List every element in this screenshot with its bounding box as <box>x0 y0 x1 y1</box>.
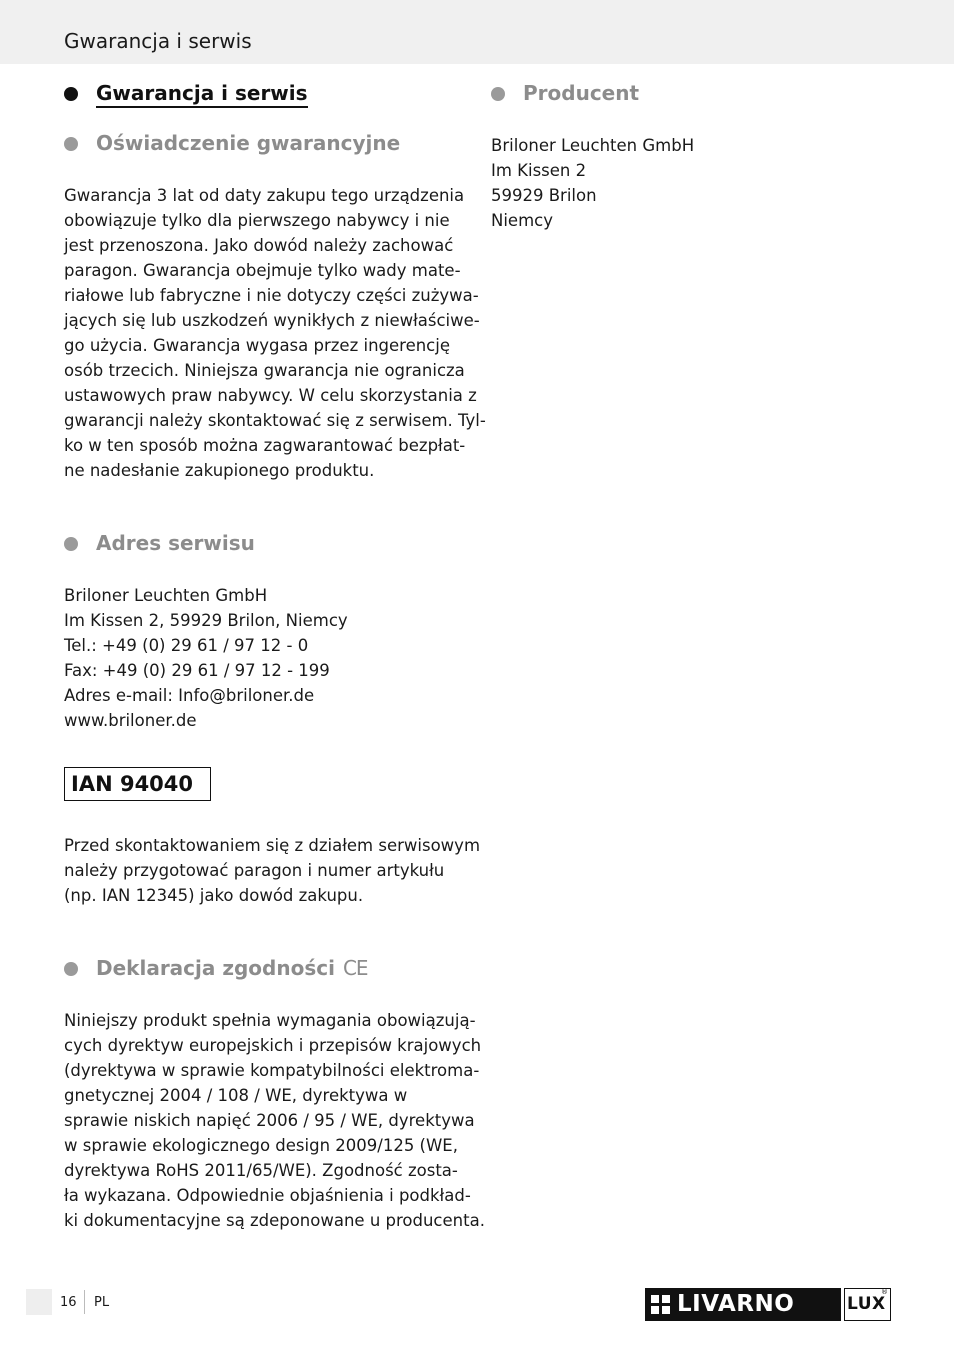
conformity-heading-text: Deklaracja zgodności <box>96 956 335 980</box>
text-line: sprawie niskich napięć 2006 / 95 / WE, dyrektywa <box>64 1111 475 1130</box>
text-line: paragon. Gwarancja obejmuje tylko wady mate- <box>64 261 461 280</box>
text-line: riałowe lub fabryczne i nie dotyczy części zużywa- <box>64 286 479 305</box>
page-marker <box>26 1289 52 1315</box>
registered-mark: ® <box>881 1288 888 1296</box>
conformity-text <box>64 1008 485 1233</box>
conformity-heading-row <box>96 956 368 980</box>
logo-main-block <box>645 1288 841 1321</box>
text-line: Przed skontaktowaniem się z działem serwisowym <box>64 836 481 855</box>
page-header-title: Gwarancja i serwis <box>64 29 252 53</box>
text-line: należy przygotować paragon i numer artykułu <box>64 861 445 880</box>
text-line: Briloner Leuchten GmbH <box>64 586 268 605</box>
text-line: ko w ten sposób można zagwarantować bezpłat- <box>64 436 466 455</box>
text-line: (np. IAN 12345) jako dowód zakupu. <box>64 886 364 905</box>
text-line: jących się lub uszkodzeń wynikłych z niewłaściwe- <box>64 311 480 330</box>
logo-lux-text: LUX <box>847 1294 886 1314</box>
service-heading-text: Adres serwisu <box>96 531 255 555</box>
ce-mark-icon: CE <box>342 956 368 980</box>
text-line: Briloner Leuchten GmbH <box>491 136 695 155</box>
page-number: 16 <box>60 1295 77 1310</box>
service-address <box>64 583 348 733</box>
fax-text: Fax: +49 (0) 29 61 / 97 12 - 199 <box>64 661 330 680</box>
text-line: Niemcy <box>491 211 553 230</box>
bullet-icon <box>64 537 78 551</box>
text-line: osób trzecich. Niniejsza gwarancja nie ogranicza <box>64 361 465 380</box>
text-line: Im Kissen 2 <box>491 161 587 180</box>
text-line: 59929 Brilon <box>491 186 597 205</box>
logo-lux-block <box>844 1288 891 1321</box>
logo-squares-icon <box>651 1295 671 1315</box>
bullet-icon <box>64 87 78 101</box>
text-line: Niniejszy produkt spełnia wymagania obowiązują- <box>64 1011 476 1030</box>
text-line: ustawowych praw nabywcy. W celu skorzystania z <box>64 386 477 405</box>
text-line: ki dokumentacyjne są zdeponowane u producenta. <box>64 1211 485 1230</box>
text-line: Im Kissen 2, 59929 Brilon, Niemcy <box>64 611 348 630</box>
footer-divider <box>84 1290 85 1314</box>
text-line: go użycia. Gwarancja wygasa przez ingerencję <box>64 336 450 355</box>
producer-address <box>491 133 694 233</box>
bullet-icon <box>491 87 505 101</box>
text-line: Gwarancja 3 lat od daty zakupu tego urządzenia <box>64 186 465 205</box>
text-line: gwarancji należy skontaktować się z serwisem. Tyl- <box>64 411 486 430</box>
email-text: Adres e-mail: Info@briloner.de <box>64 686 315 705</box>
bullet-icon <box>64 137 78 151</box>
main-heading-text: Gwarancja i serwis <box>96 81 308 108</box>
text-line: (dyrektywa w sprawie kompatybilności elektroma- <box>64 1061 480 1080</box>
page-language: PL <box>94 1295 110 1310</box>
website-text: www.briloner.de <box>64 711 197 730</box>
phone-text: Tel.: +49 (0) 29 61 / 97 12 - 0 <box>64 636 309 655</box>
text-line: cych dyrektyw europejskich i przepisów krajowych <box>64 1036 482 1055</box>
text-line: jest przenoszona. Jako dowód należy zachować <box>64 236 454 255</box>
producer-heading-text: Producent <box>523 81 640 105</box>
logo-brand-text: LIVARNO <box>677 1291 795 1317</box>
text-line: dyrektywa RoHS 2011/65/WE). Zgodność zosta- <box>64 1161 458 1180</box>
ian-note <box>64 833 480 908</box>
ian-label: IAN 94040 <box>64 767 211 801</box>
text-line: obowiązuje tylko dla pierwszego nabywcy i nie <box>64 211 450 230</box>
text-line: ne nadesłanie zakupionego produktu. <box>64 461 375 480</box>
text-line: gnetycznej 2004 / 108 / WE, dyrektywa w <box>64 1086 408 1105</box>
bullet-icon <box>64 962 78 976</box>
warranty-text <box>64 183 486 483</box>
warranty-heading-text: Oświadczenie gwarancyjne <box>96 131 401 155</box>
livarno-lux-logo <box>645 1288 891 1321</box>
text-line: w sprawie ekologicznego design 2009/125 (WE, <box>64 1136 458 1155</box>
text-line: ła wykazana. Odpowiednie objaśnienia i podkład- <box>64 1186 471 1205</box>
